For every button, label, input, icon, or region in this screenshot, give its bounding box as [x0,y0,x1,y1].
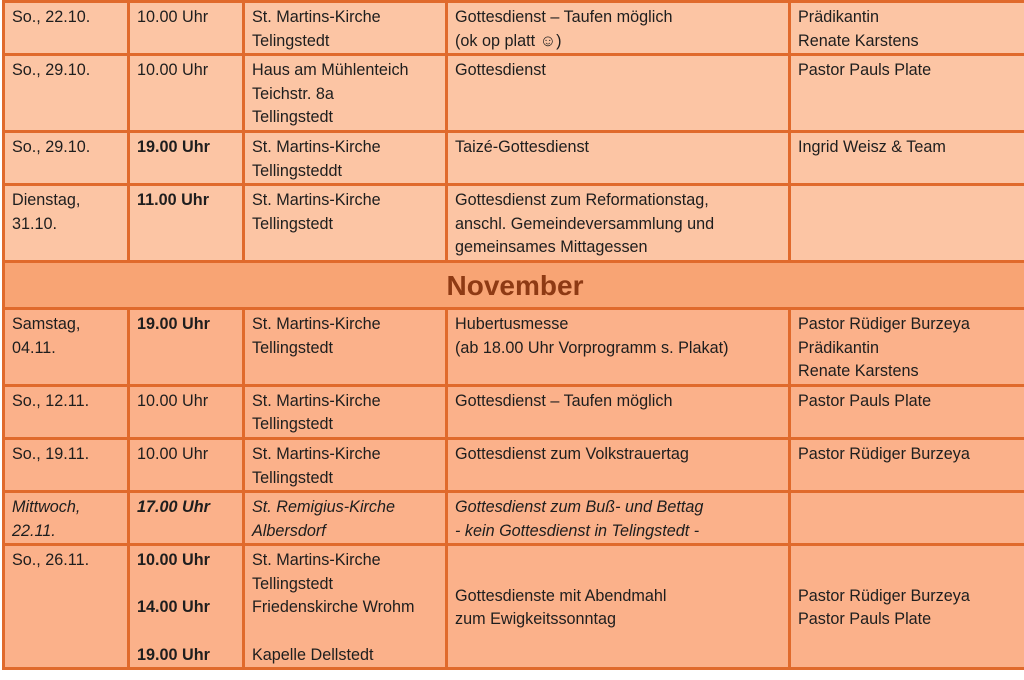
spacer [137,620,235,644]
date-text: So., 12.11. [12,391,90,410]
spacer [137,573,235,597]
time-text-2: 14.00 Uhr [137,598,210,617]
date-text: Dienstag, [12,191,81,210]
person-cell [791,310,1024,384]
time-cell [130,310,242,384]
place-text: St. Martins-Kirche [252,191,381,210]
event-text: Taizé-Gottesdienst [455,137,590,156]
month-heading: November [446,269,584,301]
event-text-1: Gottesdienste mit Abendmahl [455,586,667,605]
place-text: Telingstedt [252,31,330,50]
table-row [5,493,1024,543]
time-text: 11.00 Uhr [137,191,209,210]
place-text: Tellingstedt [252,338,333,357]
date-text: 22.11. [12,521,56,540]
event-cell [448,186,788,260]
place-text-1b: Tellingstedt [252,574,333,593]
month-heading-cell [5,263,1024,307]
date-cell [5,56,127,130]
table-row [5,133,1024,183]
date-text: So., 19.11. [12,444,90,463]
date-text: Mittwoch, [12,498,81,517]
place-text-2: Friedenskirche Wrohm [252,598,415,617]
time-text: 10.00 Uhr [137,444,209,463]
place-text: Albersdorf [252,521,326,540]
person-text: Pastor Pauls Plate [798,391,932,410]
time-text: 17.00 Uhr [137,498,210,517]
event-text: - kein Gottesdienst in Telingstedt - [455,521,700,540]
event-cell [448,493,788,543]
place-text: Tellingstedt [252,108,333,127]
date-text: So., 26.11. [12,551,90,570]
table-row-ewigkeitssonntag [5,546,1024,667]
time-cell [130,440,242,490]
event-cell [448,387,788,437]
person-text: Prädikantin [798,8,879,26]
final-section [5,546,1024,667]
table-row [5,387,1024,437]
table-row [5,3,1024,53]
time-text: 10.00 Uhr [137,391,209,410]
place-text: Teichstr. 8a [252,84,334,103]
event-text-2: zum Ewigkeitssonntag [455,610,617,629]
person-cell [791,186,1024,260]
event-text: Gottesdienst – Taufen möglich [455,391,673,410]
date-text: So., 22.10. [12,8,91,26]
person-cell [791,133,1024,183]
time-text: 19.00 Uhr [137,137,210,156]
table-row [5,440,1024,490]
place-cell [245,546,445,667]
place-text: Tellingstedt [252,468,333,487]
date-text: Samstag, [12,314,81,333]
time-cell [130,546,242,667]
place-text: St. Martins-Kirche [252,444,381,463]
place-cell [245,3,445,53]
place-text: St. Remigius-Kirche [252,498,396,517]
date-cell [5,546,127,667]
place-text-3: Kapelle Dellstedt [252,645,374,664]
event-cell [448,133,788,183]
place-cell [245,387,445,437]
month-heading-row [5,263,1024,307]
time-text-1: 10.00 Uhr [137,551,210,570]
person-cell [791,440,1024,490]
time-cell [130,493,242,543]
place-cell [245,310,445,384]
event-text: (ok op platt ☺) [455,31,562,50]
event-cell [448,3,788,53]
person-cell [791,387,1024,437]
time-text: 10.00 Uhr [137,8,209,26]
time-cell [130,56,242,130]
place-cell [245,186,445,260]
service-schedule-table [2,0,1024,670]
date-text: So., 29.10. [12,137,91,156]
time-cell [130,186,242,260]
place-cell [245,493,445,543]
date-cell [5,440,127,490]
spacer [252,620,438,644]
event-text: Gottesdienst zum Volkstrauertag [455,444,689,463]
place-text: St. Martins-Kirche [252,314,381,333]
time-cell [130,3,242,53]
event-text: (ab 18.00 Uhr Vorprogramm s. Plakat) [455,338,729,357]
table-row [5,310,1024,384]
event-cell [448,56,788,130]
place-text: St. Martins-Kirche [252,8,381,26]
event-cell [448,546,788,667]
date-text: 31.10. [12,214,58,233]
table-row [5,186,1024,260]
person-text: Pastor Pauls Plate [798,61,932,80]
person-text-1: Pastor Rüdiger Burzeya [798,586,970,605]
date-cell [5,133,127,183]
place-text: Tellingsteddt [252,161,342,180]
november-heading-section [5,263,1024,307]
person-text: Ingrid Weisz & Team [798,137,946,156]
person-cell [791,493,1024,543]
person-text: Renate Karstens [798,31,919,50]
person-cell [791,56,1024,130]
person-text: Pastor Rüdiger Burzeya [798,444,970,463]
place-text: Tellingstedt [252,214,333,233]
time-cell [130,387,242,437]
event-cell [448,440,788,490]
person-text-2: Pastor Pauls Plate [798,610,932,629]
place-text: St. Martins-Kirche [252,137,381,156]
november-section [5,310,1024,543]
place-cell [245,133,445,183]
date-cell [5,186,127,260]
place-text: St. Martins-Kirche [252,391,381,410]
time-text: 19.00 Uhr [137,314,210,333]
table-row [5,56,1024,130]
event-text: Gottesdienst – Taufen möglich [455,8,673,26]
event-cell [448,310,788,384]
event-text: Hubertusmesse [455,314,569,333]
place-text: Tellingstedt [252,415,333,434]
time-text: 10.00 Uhr [137,61,209,80]
date-text: So., 29.10. [12,61,91,80]
place-text: Haus am Mühlenteich [252,61,409,80]
date-cell [5,493,127,543]
event-text: Gottesdienst zum Reformationstag, [455,191,709,210]
event-text: Gottesdienst [455,61,546,80]
date-text: 04.11. [12,338,56,357]
time-cell [130,133,242,183]
october-section [5,3,1024,260]
date-cell [5,387,127,437]
date-cell [5,310,127,384]
date-cell [5,3,127,53]
person-text: Renate Karstens [798,362,919,381]
place-cell [245,440,445,490]
event-text: Gottesdienst zum Buß- und Bettag [455,498,704,517]
person-cell [791,3,1024,53]
person-text: Prädikantin [798,338,879,357]
place-text-1a: St. Martins-Kirche [252,551,381,570]
person-text: Pastor Rüdiger Burzeya [798,314,970,333]
place-cell [245,56,445,130]
person-cell [791,546,1024,667]
time-text-3: 19.00 Uhr [137,645,210,664]
event-text: gemeinsames Mittagessen [455,238,648,257]
event-text: anschl. Gemeindeversammlung und [455,214,715,233]
